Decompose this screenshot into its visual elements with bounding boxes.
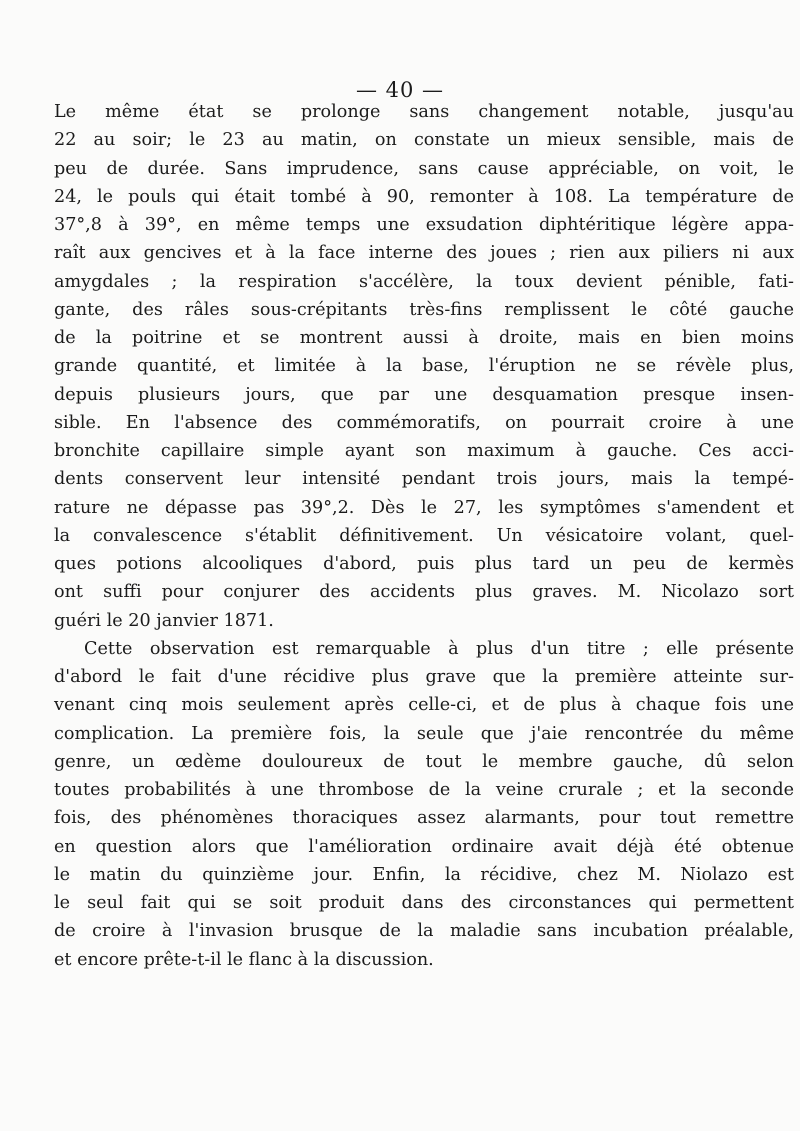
text-line: de la poitrine et se montrent aussi à droite, mais en bien moins xyxy=(54,328,794,348)
text-line: 37°,8 à 39°, en même temps une exsudation diphtéritique légère appa- xyxy=(54,215,794,235)
text-line: peu de durée. Sans imprudence, sans cause appréciable, on voit, le xyxy=(54,158,794,179)
text-line: ont suffi pour conjurer des accidents plus graves. M. Nicolazo sort xyxy=(54,582,794,603)
text-line: 24, le pouls qui était tombé à 90, remonter à 108. La température de xyxy=(54,186,794,207)
text-line: de croire à l'invasion brusque de la maladie sans incubation préalable, xyxy=(54,921,794,942)
text-line: amygdales ; la respiration s'accélère, la toux devient pénible, fati- xyxy=(54,271,794,292)
text-line: gante, des râles sous-crépitants très-fins remplissent le côté gauche xyxy=(54,299,794,320)
paragraph-2 xyxy=(54,635,794,974)
text-line: genre, un œdème douloureux de tout le membre gauche, dû selon xyxy=(54,751,794,772)
text-line: ques potions alcooliques d'abord, puis plus tard un peu de kermès xyxy=(54,554,794,574)
text-line: bronchite capillaire simple ayant son maximum à gauche. Ces acci- xyxy=(54,441,794,461)
text-line: venant cinq mois seulement après celle-ci, et de plus à chaque fois une xyxy=(54,695,794,716)
text-line: le matin du quinzième jour. Enfin, la récidive, chez M. Niolazo est xyxy=(54,864,794,885)
text-line: toutes probabilités à une thrombose de la veine crurale ; et la seconde xyxy=(54,780,794,800)
text-line: Le même état se prolonge sans changement notable, jusqu'au xyxy=(54,102,794,122)
text-line: le seul fait qui se soit produit dans des circonstances qui permettent xyxy=(54,893,794,913)
text-line: en question alors que l'amélioration ordinaire avait déjà été obtenue xyxy=(54,836,794,857)
text-line: raît aux gencives et à la face interne des joues ; rien aux piliers ni aux xyxy=(54,243,794,264)
body-text xyxy=(54,98,794,974)
text-line: fois, des phénomènes thoraciques assez alarmants, pour tout remettre xyxy=(54,808,794,829)
paragraph-1 xyxy=(54,98,794,635)
text-line: et encore prête-t-il le flanc à la discussion. xyxy=(54,949,434,970)
page-number: — 40 — xyxy=(355,78,445,102)
text-line: grande quantité, et limitée à la base, l'éruption ne se révèle plus, xyxy=(54,356,794,377)
text-line: 22 au soir; le 23 au matin, on constate un mieux sensible, mais de xyxy=(54,130,794,151)
text-line: d'abord le fait d'une récidive plus grave que la première atteinte sur- xyxy=(54,667,794,687)
text-line: guéri le 20 janvier 1871. xyxy=(54,610,274,631)
text-line: sible. En l'absence des commémoratifs, on pourrait croire à une xyxy=(54,412,794,433)
text-line: dents conservent leur intensité pendant trois jours, mais la tempé- xyxy=(54,469,794,490)
text-line: complication. La première fois, la seule que j'aie rencontrée du même xyxy=(54,723,794,744)
text-line: la convalescence s'établit définitivement. Un vésicatoire volant, quel- xyxy=(54,525,794,546)
text-line: depuis plusieurs jours, que par une desquamation presque insen- xyxy=(54,384,794,405)
text-line: Cette observation est remarquable à plus d'un titre ; elle présente xyxy=(84,638,794,659)
text-line: rature ne dépasse pas 39°,2. Dès le 27, les symptômes s'amendent et xyxy=(54,497,794,518)
